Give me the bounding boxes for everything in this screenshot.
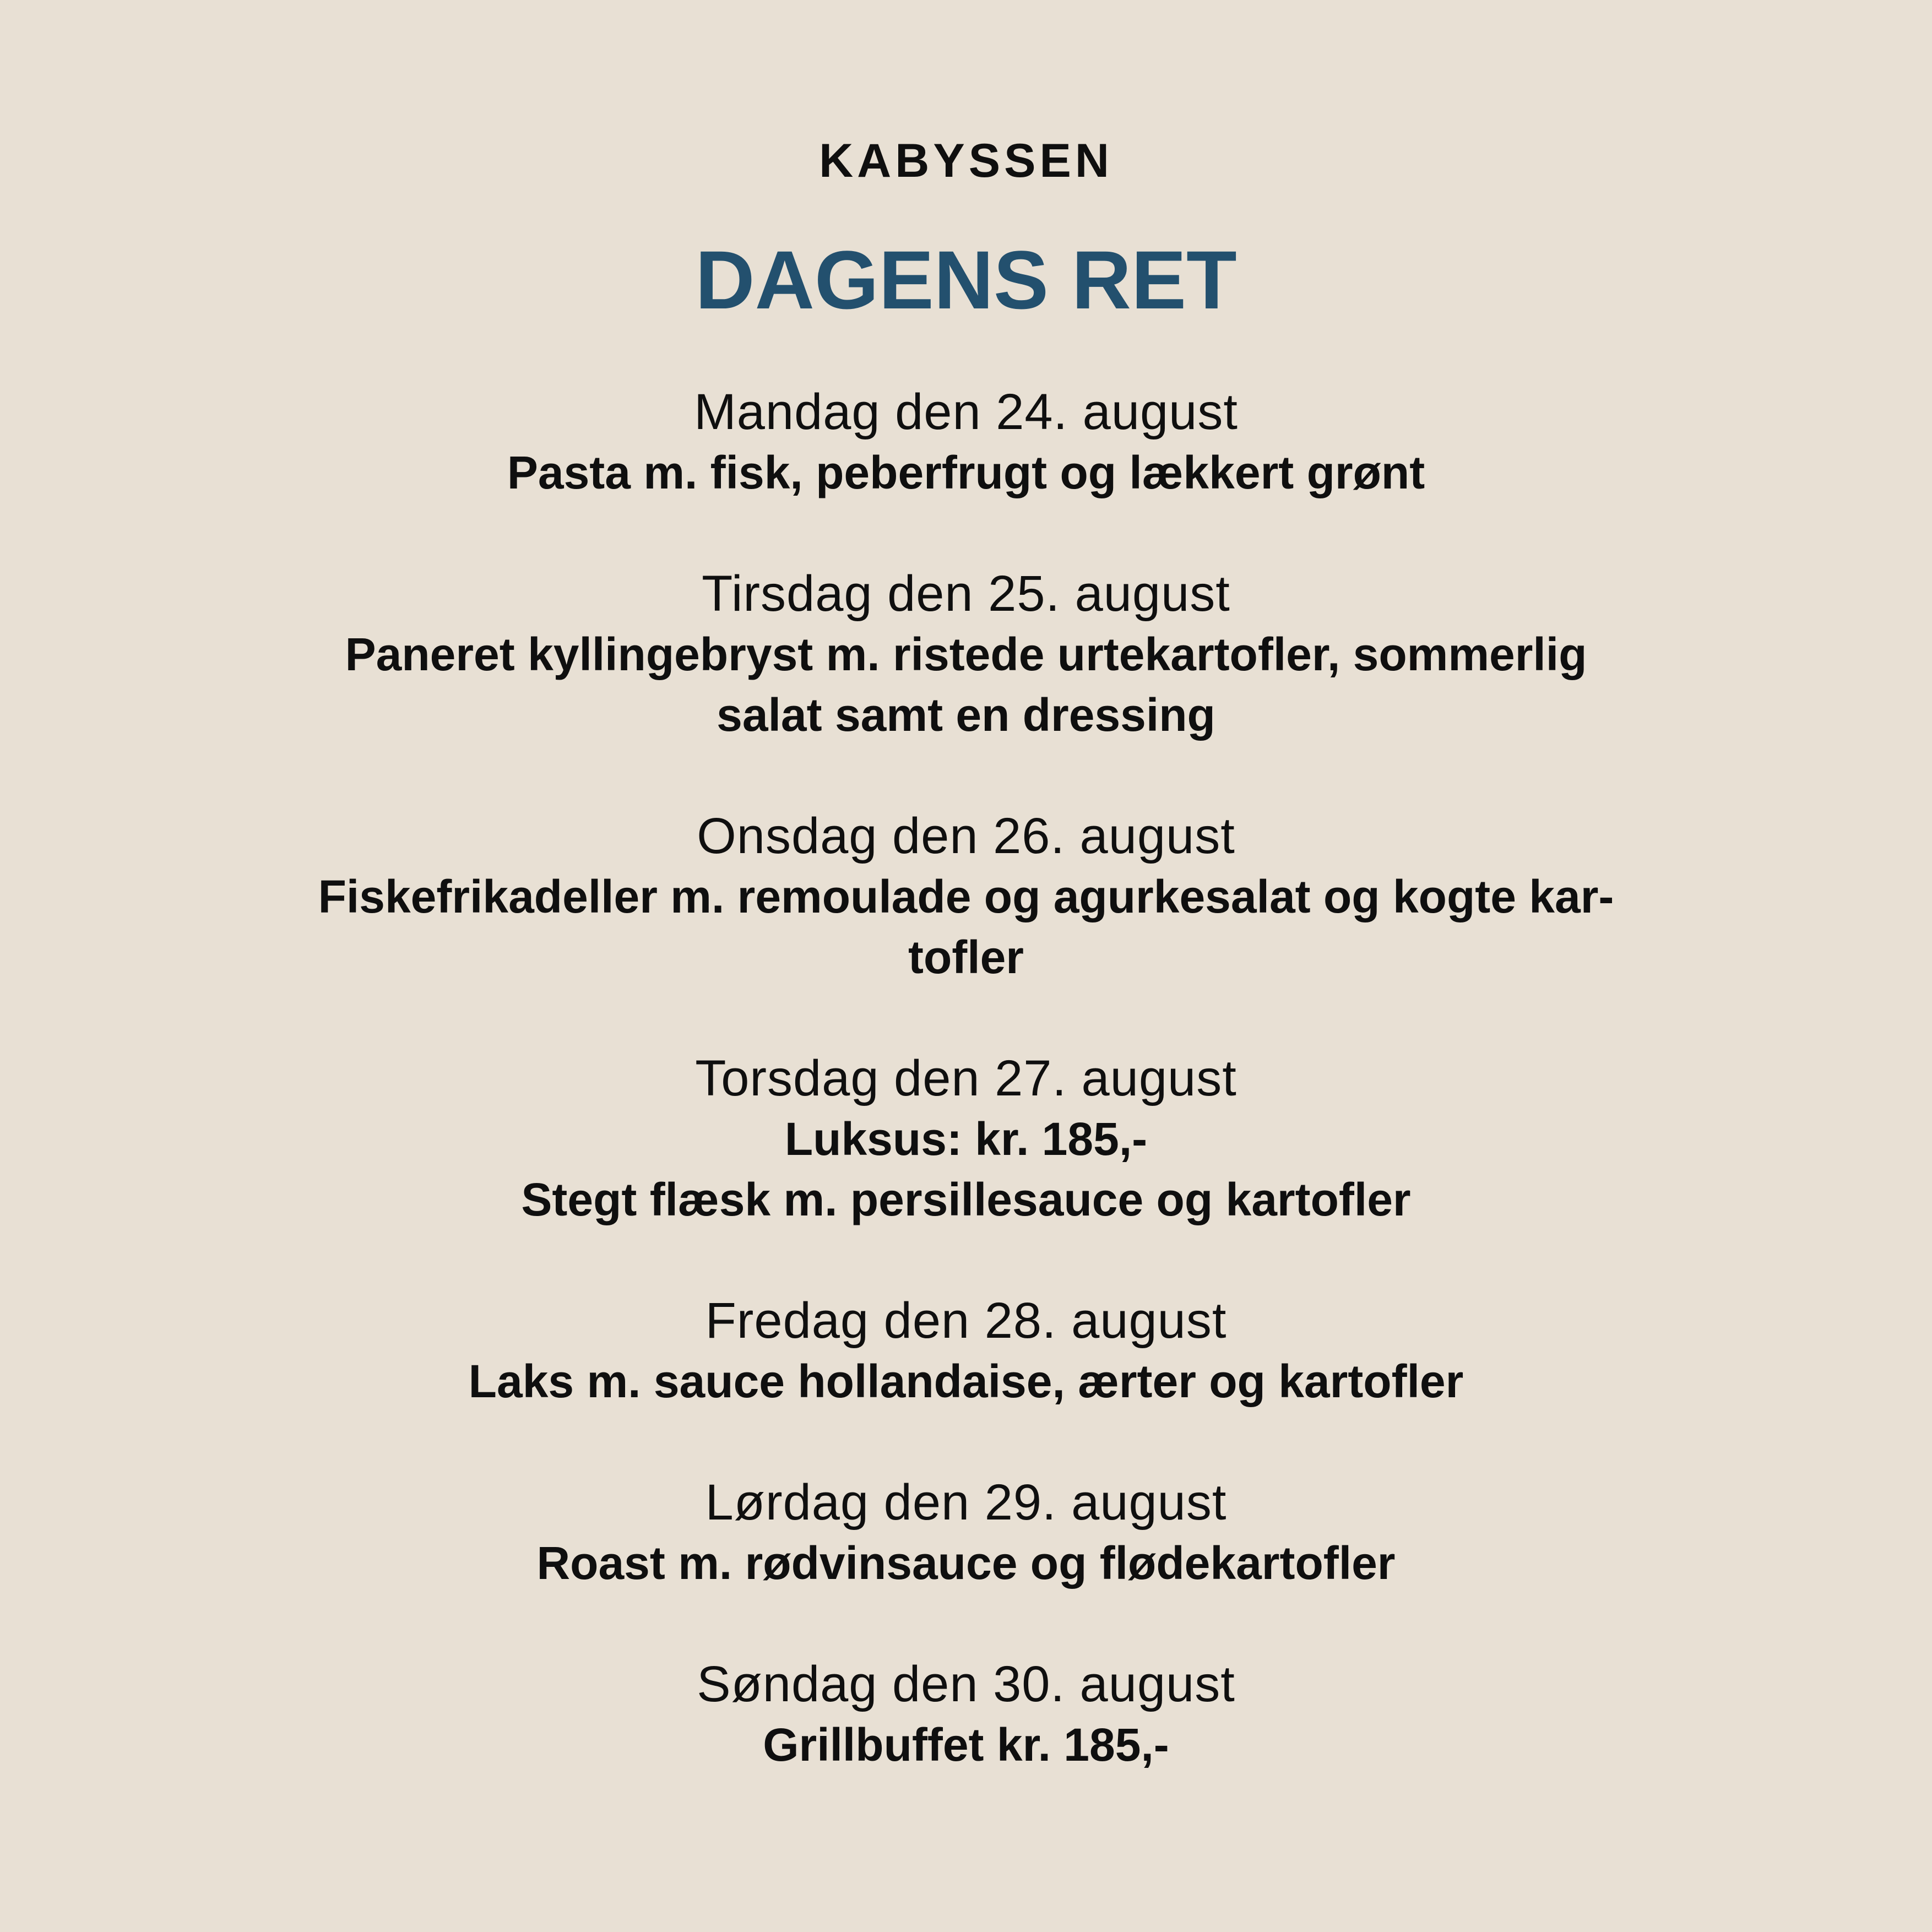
brand-name: KABYSSEN <box>819 134 1113 187</box>
dish-line: Roast m. rødvinsauce og flødekartofler <box>536 1537 1396 1589</box>
day-wednesday <box>0 806 1932 987</box>
dish-line: Stegt flæsk m. persillesauce og kartofler <box>521 1174 1411 1225</box>
day-monday <box>0 382 1932 503</box>
dish-line: Paneret kyllingebryst m. ristede urtekartofler, sommerlig <box>345 628 1587 680</box>
day-name: Fredag den 28. august <box>705 1293 1227 1349</box>
dish-line: Grillbuffet kr. 185,- <box>763 1719 1169 1771</box>
page-title: DAGENS RET <box>695 234 1237 326</box>
day-saturday <box>0 1472 1932 1593</box>
day-tuesday <box>0 563 1932 745</box>
dish-line: Laks m. sauce hollandaise, ærter og kartofler <box>468 1355 1464 1407</box>
day-name: Søndag den 30. august <box>697 1656 1235 1712</box>
dish-line: Pasta m. fisk, peberfrugt og lækkert grønt <box>507 447 1425 498</box>
dish-line: tofler <box>908 931 1024 983</box>
day-thursday <box>0 1048 1932 1230</box>
day-name: Onsdag den 26. august <box>697 808 1235 864</box>
day-name: Torsdag den 27. august <box>695 1050 1237 1106</box>
day-sunday <box>0 1654 1932 1775</box>
dish-line: Luksus: kr. 185,- <box>784 1113 1148 1165</box>
day-name: Lørdag den 29. august <box>705 1474 1227 1531</box>
dish-line: Fiskefrikadeller m. remoulade og agurkesalat og kogte kar- <box>318 871 1614 922</box>
day-name: Mandag den 24. august <box>694 384 1238 440</box>
day-friday <box>0 1290 1932 1412</box>
day-name: Tirsdag den 25. august <box>702 566 1230 622</box>
dish-line: salat samt en dressing <box>717 689 1215 741</box>
